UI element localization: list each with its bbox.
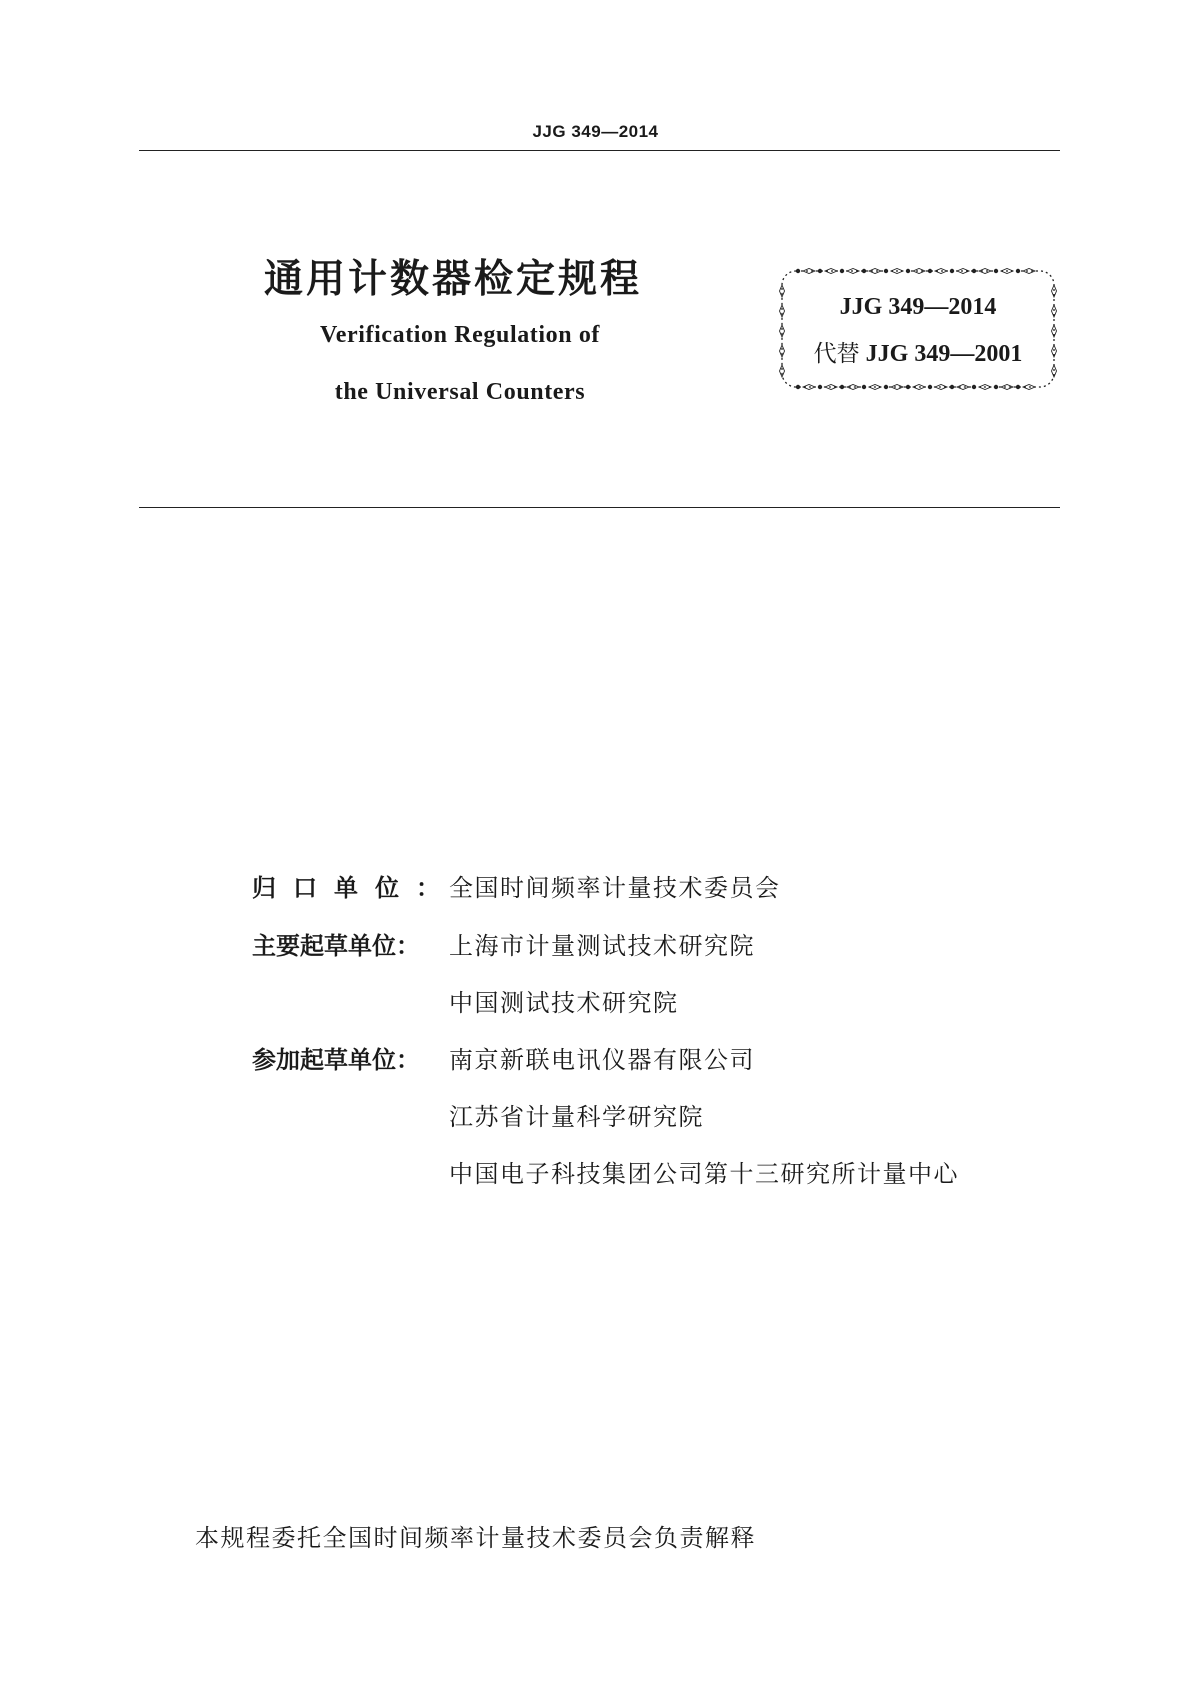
title-english-line1: Verification Regulation of (319, 322, 601, 348)
participating-drafting-unit: 南京新联电讯仪器有限公司 (449, 1046, 755, 1074)
border-dot-icon (796, 385, 800, 389)
border-dot-icon (928, 385, 932, 389)
border-dot-icon (840, 269, 844, 273)
border-dot-icon (972, 385, 976, 389)
current-standard-code: JJG 349—2014 (839, 294, 997, 320)
participating-drafting-label: 参加起草单位： (252, 1046, 420, 1074)
border-dot-icon (884, 269, 888, 273)
main-drafting-unit: 上海市计量测试技术研究院 (449, 932, 755, 960)
header-standard-code: JJG 349—2014 (532, 122, 659, 141)
border-dot-icon (950, 269, 954, 273)
border-diamond-icon (1001, 385, 1013, 390)
border-dot-icon (862, 269, 866, 273)
border-dot-icon (906, 269, 910, 273)
standard-code-box (778, 267, 1058, 391)
border-diamond-icon (891, 385, 903, 390)
border-dot-icon (928, 269, 932, 273)
border-diamond-icon (869, 269, 881, 274)
border-diamond-icon (913, 269, 925, 274)
border-dot-icon (972, 269, 976, 273)
main-drafting-unit: 中国测试技术研究院 (449, 989, 679, 1017)
main-drafting-label: 主要起草单位： (252, 932, 420, 960)
border-dot-icon (840, 385, 844, 389)
replaces-prefix: 代替 (813, 341, 860, 367)
replaced-standard-code: JJG 349—2001 (865, 341, 1023, 367)
section-divider (139, 507, 1060, 508)
border-dot-icon (818, 269, 822, 273)
responsible-unit-label: 归口单位： (252, 874, 457, 902)
border-dot-icon (1016, 269, 1020, 273)
interpretation-note: 本规程委托全国时间频率计量技术委员会负责解释 (195, 1524, 756, 1552)
border-dot-icon (950, 385, 954, 389)
participating-drafting-unit: 江苏省计量科学研究院 (449, 1103, 704, 1131)
participating-drafting-unit: 中国电子科技集团公司第十三研究所计量中心 (449, 1160, 959, 1188)
decorative-border-icon (778, 267, 1058, 391)
border-dot-icon (1016, 385, 1020, 389)
border-diamond-icon (1023, 269, 1035, 274)
title-chinese: 通用计数器检定规程 (264, 257, 643, 302)
border-dot-icon (884, 385, 888, 389)
border-dot-icon (818, 385, 822, 389)
border-diamond-icon (979, 269, 991, 274)
border-dot-icon (994, 269, 998, 273)
border-dot-icon (994, 385, 998, 389)
header-divider (139, 150, 1060, 151)
responsible-unit-value: 全国时间频率计量技术委员会 (449, 874, 781, 902)
border-diamond-icon (803, 269, 815, 274)
border-dot-icon (862, 385, 866, 389)
border-dot-icon (796, 269, 800, 273)
border-dot-icon (906, 385, 910, 389)
replaced-standard-line (778, 335, 1058, 368)
title-english-line2: the Universal Counters (334, 379, 586, 405)
